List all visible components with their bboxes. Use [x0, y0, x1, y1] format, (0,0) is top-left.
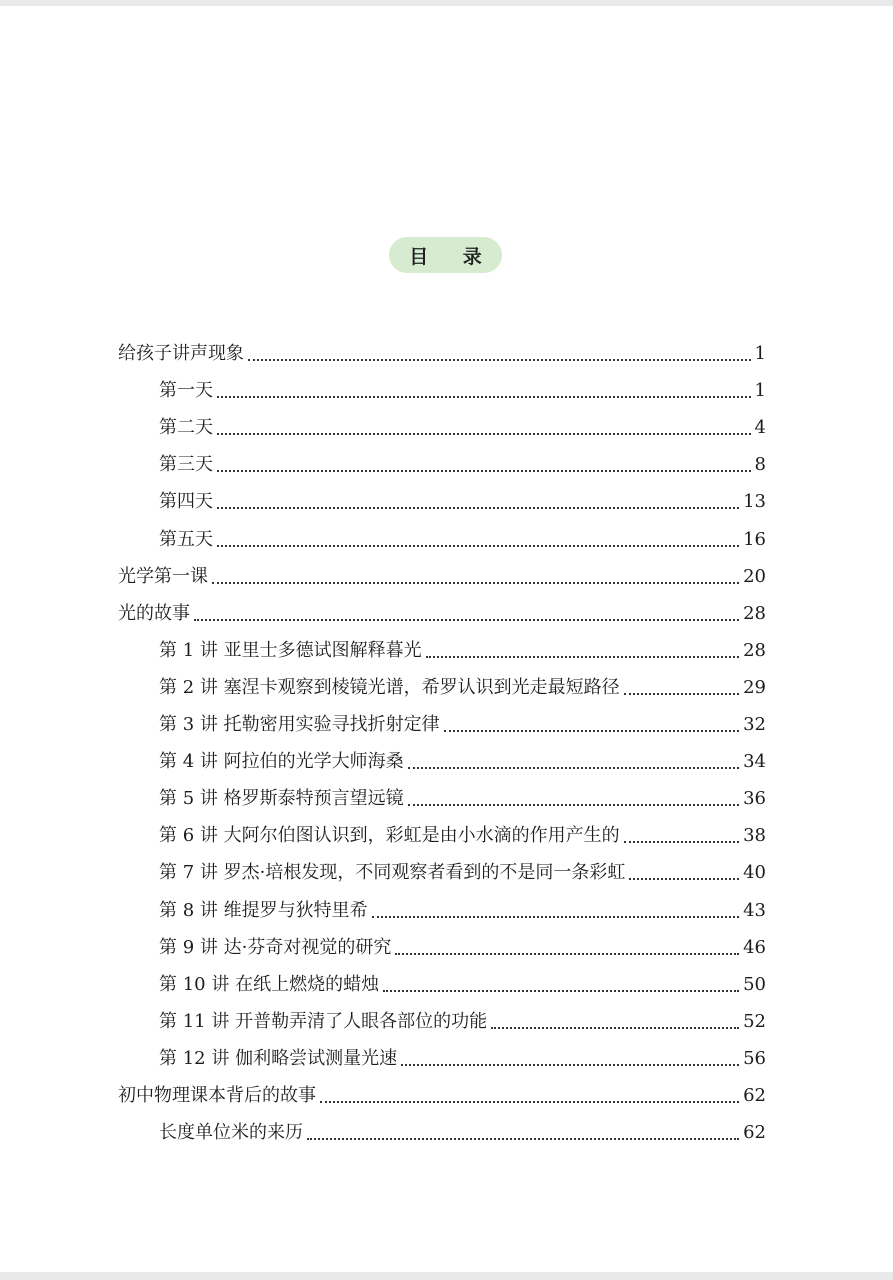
- toc-entry-label: 初中物理课本背后的故事: [118, 1085, 316, 1106]
- toc-entry-page-number: 28: [743, 640, 766, 661]
- toc-entry-label: 第 2 讲 塞涅卡观察到棱镜光谱，希罗认识到光走最短路径: [159, 677, 620, 698]
- toc-entry[interactable]: [0, 637, 893, 665]
- dot-leader: [320, 1101, 739, 1103]
- toc-entry-page-number: 50: [743, 974, 766, 995]
- toc-entry[interactable]: [0, 971, 893, 999]
- toc-entry[interactable]: [0, 748, 893, 776]
- toc-entry[interactable]: [0, 414, 893, 442]
- toc-title: 目 录: [389, 237, 502, 273]
- toc-entry-label: 光的故事: [118, 603, 190, 624]
- toc-entry[interactable]: [0, 897, 893, 925]
- toc-entry-page-number: 62: [743, 1122, 766, 1143]
- toc-entry-page-number: 34: [743, 751, 766, 772]
- toc-entry-label: 第一天: [159, 380, 213, 401]
- dot-leader: [444, 730, 739, 732]
- toc-entry-label: 第 8 讲 维提罗与狄特里希: [159, 900, 368, 921]
- toc-entry-label: 第五天: [159, 529, 213, 550]
- toc-entry[interactable]: [0, 526, 893, 554]
- dot-leader: [307, 1138, 739, 1140]
- toc-entry-label: 第四天: [159, 491, 213, 512]
- toc-entry-page-number: 20: [743, 566, 766, 587]
- toc-entry-page-number: 29: [743, 677, 766, 698]
- toc-entry-page-number: 52: [743, 1011, 766, 1032]
- toc-entry-label: 第 4 讲 阿拉伯的光学大师海桑: [159, 751, 404, 772]
- toc-entry-label: 第 11 讲 开普勒弄清了人眼各部位的功能: [159, 1011, 488, 1032]
- dot-leader: [217, 545, 739, 547]
- toc-entry-label: 第 12 讲 伽利略尝试测量光速: [159, 1048, 398, 1069]
- dot-leader: [408, 804, 739, 806]
- dot-leader: [629, 878, 739, 880]
- toc-entry-label: 第三天: [159, 454, 213, 475]
- toc-entry-page-number: 43: [743, 900, 766, 921]
- toc-entry-page-number: 62: [743, 1085, 766, 1106]
- toc-entry[interactable]: [0, 674, 893, 702]
- toc-entry-label: 光学第一课: [118, 566, 208, 587]
- toc-entry[interactable]: [0, 451, 893, 479]
- dot-leader: [217, 470, 751, 472]
- dot-leader: [217, 396, 751, 398]
- dot-leader: [248, 359, 751, 361]
- toc-entry[interactable]: [0, 711, 893, 739]
- dot-leader: [624, 841, 739, 843]
- toc-entry-label: 第 6 讲 大阿尔伯图认识到，彩虹是由小水滴的作用产生的: [159, 825, 620, 846]
- toc-entry-page-number: 46: [743, 937, 766, 958]
- toc-entry[interactable]: [0, 340, 893, 368]
- toc-entry-page-number: 8: [754, 454, 766, 475]
- toc-entry-label: 给孩子讲声现象: [118, 343, 244, 364]
- toc-entry-page-number: 32: [743, 714, 766, 735]
- toc-entry-page-number: 28: [743, 603, 766, 624]
- toc-entry-label: 第 10 讲 在纸上燃烧的蜡烛: [159, 974, 380, 995]
- toc-entry[interactable]: [0, 563, 893, 591]
- document-page: [0, 6, 893, 1272]
- dot-leader: [624, 693, 739, 695]
- toc-entry-label: 第 9 讲 达·芬奇对视觉的研究: [159, 937, 392, 958]
- toc-entry[interactable]: [0, 377, 893, 405]
- toc-entry-page-number: 56: [743, 1048, 766, 1069]
- toc-entry-page-number: 1: [754, 343, 766, 364]
- toc-entry-label: 第 7 讲 罗杰·培根发现，不同观察者看到的不是同一条彩虹: [159, 862, 626, 883]
- toc-entry-label: 第 5 讲 格罗斯泰特预言望远镜: [159, 788, 404, 809]
- dot-leader: [491, 1027, 739, 1029]
- dot-leader: [212, 582, 739, 584]
- toc-entry[interactable]: [0, 822, 893, 850]
- toc-entry-page-number: 38: [743, 825, 766, 846]
- toc-entry[interactable]: [0, 785, 893, 813]
- toc-entry-label: 长度单位米的来历: [159, 1122, 303, 1143]
- toc-entry-label: 第 3 讲 托勒密用实验寻找折射定律: [159, 714, 440, 735]
- table-of-contents: [0, 6, 893, 1272]
- dot-leader: [372, 916, 739, 918]
- toc-entry[interactable]: [0, 1045, 893, 1073]
- dot-leader: [395, 953, 739, 955]
- toc-entry[interactable]: [0, 859, 893, 887]
- toc-entry-page-number: 36: [743, 788, 766, 809]
- toc-entry[interactable]: [0, 1119, 893, 1147]
- toc-entry-page-number: 40: [743, 862, 766, 883]
- toc-entry[interactable]: [0, 488, 893, 516]
- toc-entry[interactable]: [0, 1008, 893, 1036]
- toc-entry-label: 第 1 讲 亚里士多德试图解释暮光: [159, 640, 422, 661]
- toc-entry-page-number: 4: [754, 417, 766, 438]
- dot-leader: [217, 433, 751, 435]
- dot-leader: [408, 767, 739, 769]
- toc-entry[interactable]: [0, 600, 893, 628]
- dot-leader: [194, 619, 739, 621]
- toc-entry[interactable]: [0, 1082, 893, 1110]
- toc-entry-page-number: 1: [754, 380, 766, 401]
- dot-leader: [217, 507, 739, 509]
- dot-leader: [383, 990, 739, 992]
- toc-entry[interactable]: [0, 934, 893, 962]
- toc-entry-page-number: 16: [743, 529, 766, 550]
- dot-leader: [426, 656, 739, 658]
- dot-leader: [401, 1064, 739, 1066]
- toc-entry-page-number: 13: [743, 491, 766, 512]
- toc-entry-label: 第二天: [159, 417, 213, 438]
